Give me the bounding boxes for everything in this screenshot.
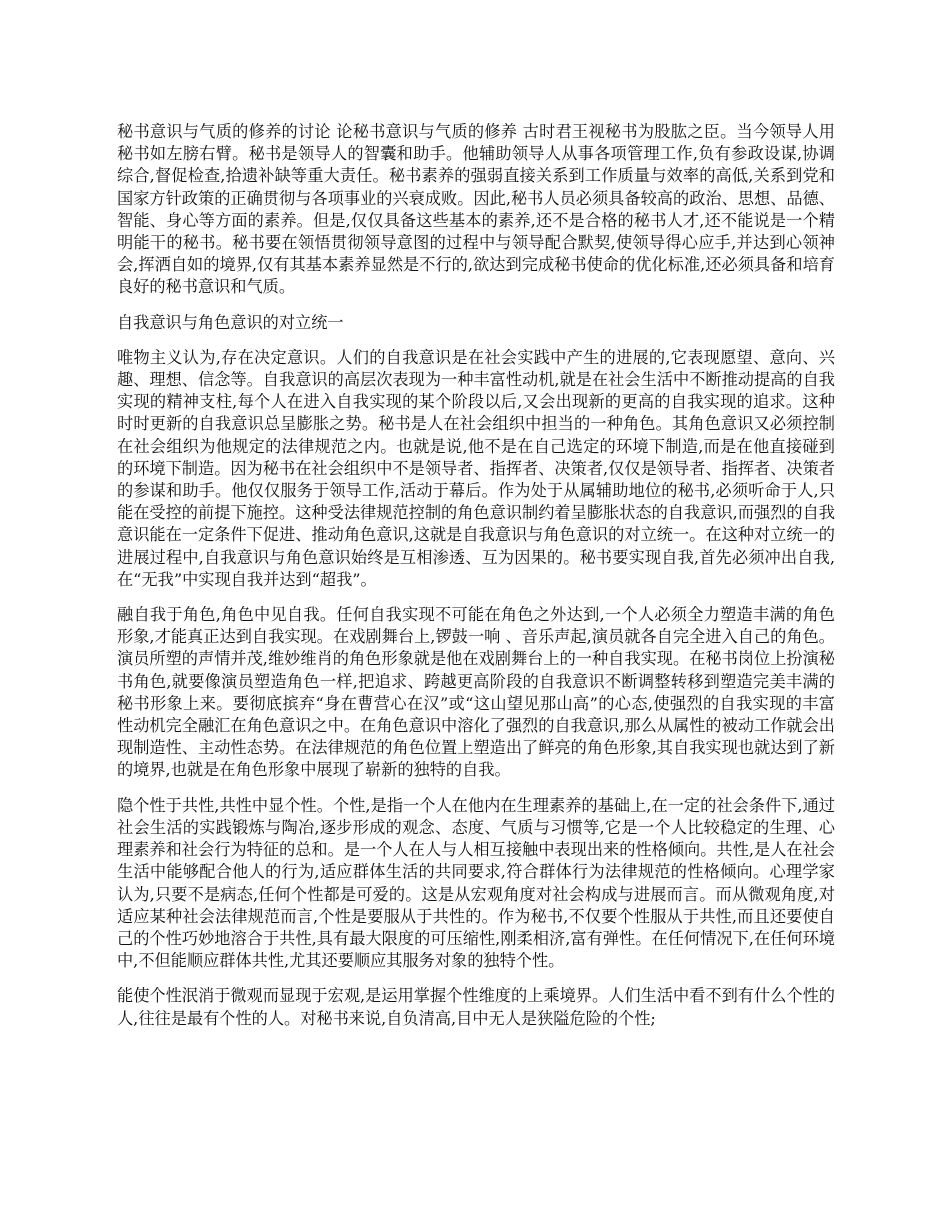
body-paragraph: 唯物主义认为,存在决定意识。人们的自我意识是在社会实践中产生的进展的,它表现愿望、意向、兴趣、理想、信念等。自我意识的高层次表现为一种丰富性动机,就是在社会生活中不断推动提高的自我实现的精神支柱,每个人在进入自我实现的某个阶段以后,又会出现新的更高的自我实现的追求。这种时时更新的自我意识总呈膨胀之势。秘书是人在社会组织中担当的一种角色。其角色意识又必须控制在社会组织为他规定的法律规范之内。也就是说,他不是在自己选定的环境下制造,而是在他直接碰到的环境下制造。因为秘书在社会组织中不是领导者、指挥者、决策者,仅仅是领导者、指挥者、决策者的参谋和助手。他仅仅服务于领导工作,活动于幕后。作为处于从属辅助地位的秘书,必须听命于人,只能在受控的前提下施控。这种受法律规范控制的角色意识制约着呈膨胀状态的自我意识,而强烈的自我意识能在一定条件下促进、推动角色意识,这就是自我意识与角色意识的对立统一。在这种对立统一的进展过程中,自我意识与角色意识始终是互相渗透、互为因果的。秘书要实现自我,首先必须冲出自我,在“无我”中实现自我并达到“超我”。 <box>117 347 835 589</box>
body-paragraph: 融自我于角色,角色中见自我。任何自我实现不可能在角色之外达到,一个人必须全力塑造丰满的角色形象,才能真正达到自我实现。在戏剧舞台上,锣鼓一响 、音乐声起,演员就各自完全进入自己的角色。演员所塑的声情并茂,维妙维肖的角色形象就是他在戏剧舞台上的一种自我实现。在秘书岗位上扮演秘书角色,就要像演员塑造角色一样,把追求、跨越更高阶段的自我意识不断调整转移到塑造完美丰满的秘书形象上来。要彻底摈弃“身在曹营心在汉”或“这山望见那山高”的心态,使强烈的自我实现的丰富性动机完全融汇在角色意识之中。在角色意识中溶化了强烈的自我意识,那么从属性的被动工作就会出现制造性、主动性态势。在法律规范的角色位置上塑造出了鲜亮的角色形象,其自我实现也就达到了新的境界,也就是在角色形象中展现了崭新的独特的自我。 <box>117 605 835 780</box>
body-paragraph: 能使个性泯消于微观而显现于宏观,是运用掌握个性维度的上乘境界。人们生活中看不到有什么个性的人,往往是最有个性的人。对秘书来说,自负清高,目中无人是狭隘危险的个性; <box>117 986 835 1028</box>
intro-paragraph: 秘书意识与气质的修养的讨论 论秘书意识与气质的修养 古时君王视秘书为股肱之臣。当今领导人用秘书如左膀右臂。秘书是领导人的智囊和助手。他辅助领导人从事各项管理工作,负有参政设谋,协调综合,督促检查,拾遗补缺等重大责任。秘书素养的强弱直接关系到工作质量与效率的高低,关系到党和国家方针政策的正确贯彻与各项事业的兴衰成败。因此,秘书人员必须具备较高的政治、思想、品德、智能、身心等方面的素养。但是,仅仅具备这些基本的素养,还不是合格的秘书人才,还不能说是一个精明能干的秘书。秘书要在领悟贯彻领导意图的过程中与领导配合默契,使领导得心应手,并达到心领神会,挥洒自如的境界,仅有其基本素养显然是不行的,欲达到完成秘书使命的优化标准,还必须具备和培育良好的秘书意识和气质。 <box>117 122 835 297</box>
body-paragraph: 隐个性于共性,共性中显个性。个性,是指一个人在他内在生理素养的基础上,在一定的社会条件下,通过社会生活的实践锻炼与陶冶,逐步形成的观念、态度、气质与习惯等,它是一个人比较稳定的生理、心理素养和社会行为特征的总和。是一个人在人与人相互接触中表现出来的性格倾向。共性,是人在社会生活中能够配合他人的行为,适应群体生活的共同要求,符合群体行为法律规范的性格倾向。心理学家认为,只要不是病态,任何个性都是可爱的。这是从宏观角度对社会构成与进展而言。而从微观角度,对适应某种社会法律规范而言,个性是要服从于共性的。作为秘书,不仅要个性服从于共性,而且还要使自己的个性巧妙地溶合于共性,具有最大限度的可压缩性,刚柔相济,富有弹性。在任何情况下,在任何环境中,不但能顺应群体共性,尤其还要顺应其服务对象的独特个性。 <box>117 795 835 971</box>
document-page <box>117 121 835 1043</box>
section-heading: 自我意识与角色意识的对立统一 <box>117 312 344 332</box>
